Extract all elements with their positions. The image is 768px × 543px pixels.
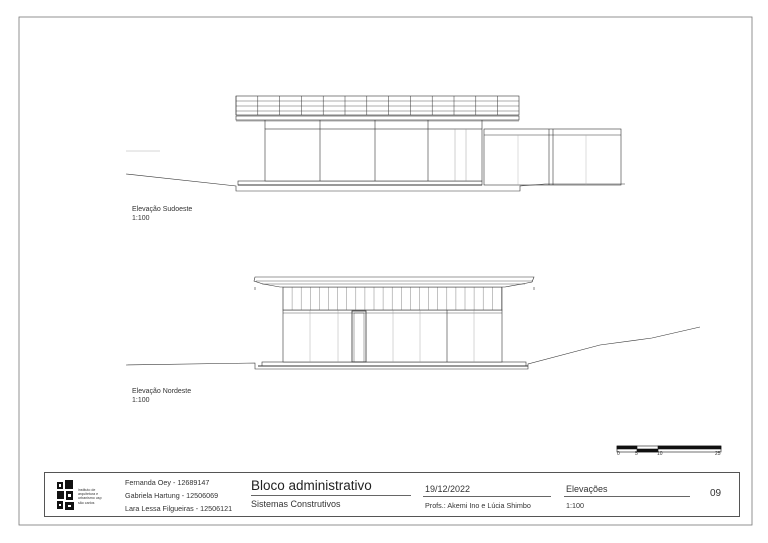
date: 19/12/2022 <box>425 484 471 494</box>
project-title-underline <box>251 495 411 496</box>
author-2: Gabriela Hartung - 12506069 <box>125 491 219 500</box>
elevation-southwest-label <box>132 205 192 223</box>
professors: Profs.: Akemi Ino e Lúcia Shimbo <box>425 501 531 510</box>
author-3: Lara Lessa Filgueiras - 12506121 <box>125 504 233 513</box>
elevation-southwest-title: Elevação Sudoeste <box>132 206 193 213</box>
author-1: Fernanda Oey - 12689147 <box>125 478 210 487</box>
author-3-id: 12506121 <box>200 504 233 513</box>
sheet-title-underline <box>564 496 690 497</box>
title-block <box>44 472 740 517</box>
elevation-northeast-drawing <box>126 287 700 369</box>
elevation-southwest-drawing <box>126 96 625 191</box>
scale-bar <box>617 446 721 452</box>
author-1-name: Fernanda Oey <box>125 478 171 487</box>
elevation-northeast-scale: 1:100 <box>132 397 150 404</box>
sheet-number: 09 <box>710 488 722 499</box>
author-2-id: 12506069 <box>186 491 219 500</box>
elevation-southwest-scale: 1:100 <box>132 215 150 222</box>
sheet-scale: 1:100 <box>566 501 584 510</box>
logo-text: instituto de arquitetura e urbanismo usp são carlos <box>78 488 102 505</box>
project-title: Bloco administrativo <box>251 478 372 493</box>
author-1-id: 12689147 <box>177 478 210 487</box>
author-2-name: Gabriela Hartung <box>125 491 180 500</box>
iau-usp-logo-icon <box>53 479 135 512</box>
elevation-northeast-title: Elevação Nordeste <box>132 388 192 395</box>
date-underline <box>423 496 551 497</box>
subject-title: Sistemas Construtivos <box>251 499 341 509</box>
sheet-title: Elevações <box>566 484 608 494</box>
scale-bar-label-5: 5 <box>635 451 638 457</box>
elevation-northeast-label <box>132 387 191 405</box>
author-3-name: Lara Lessa Filgueiras <box>125 504 194 513</box>
scale-bar-label-25: 25 <box>715 451 721 457</box>
scale-bar-label-0: 0 <box>617 451 620 457</box>
scale-bar-label-10: 10 <box>657 451 663 457</box>
